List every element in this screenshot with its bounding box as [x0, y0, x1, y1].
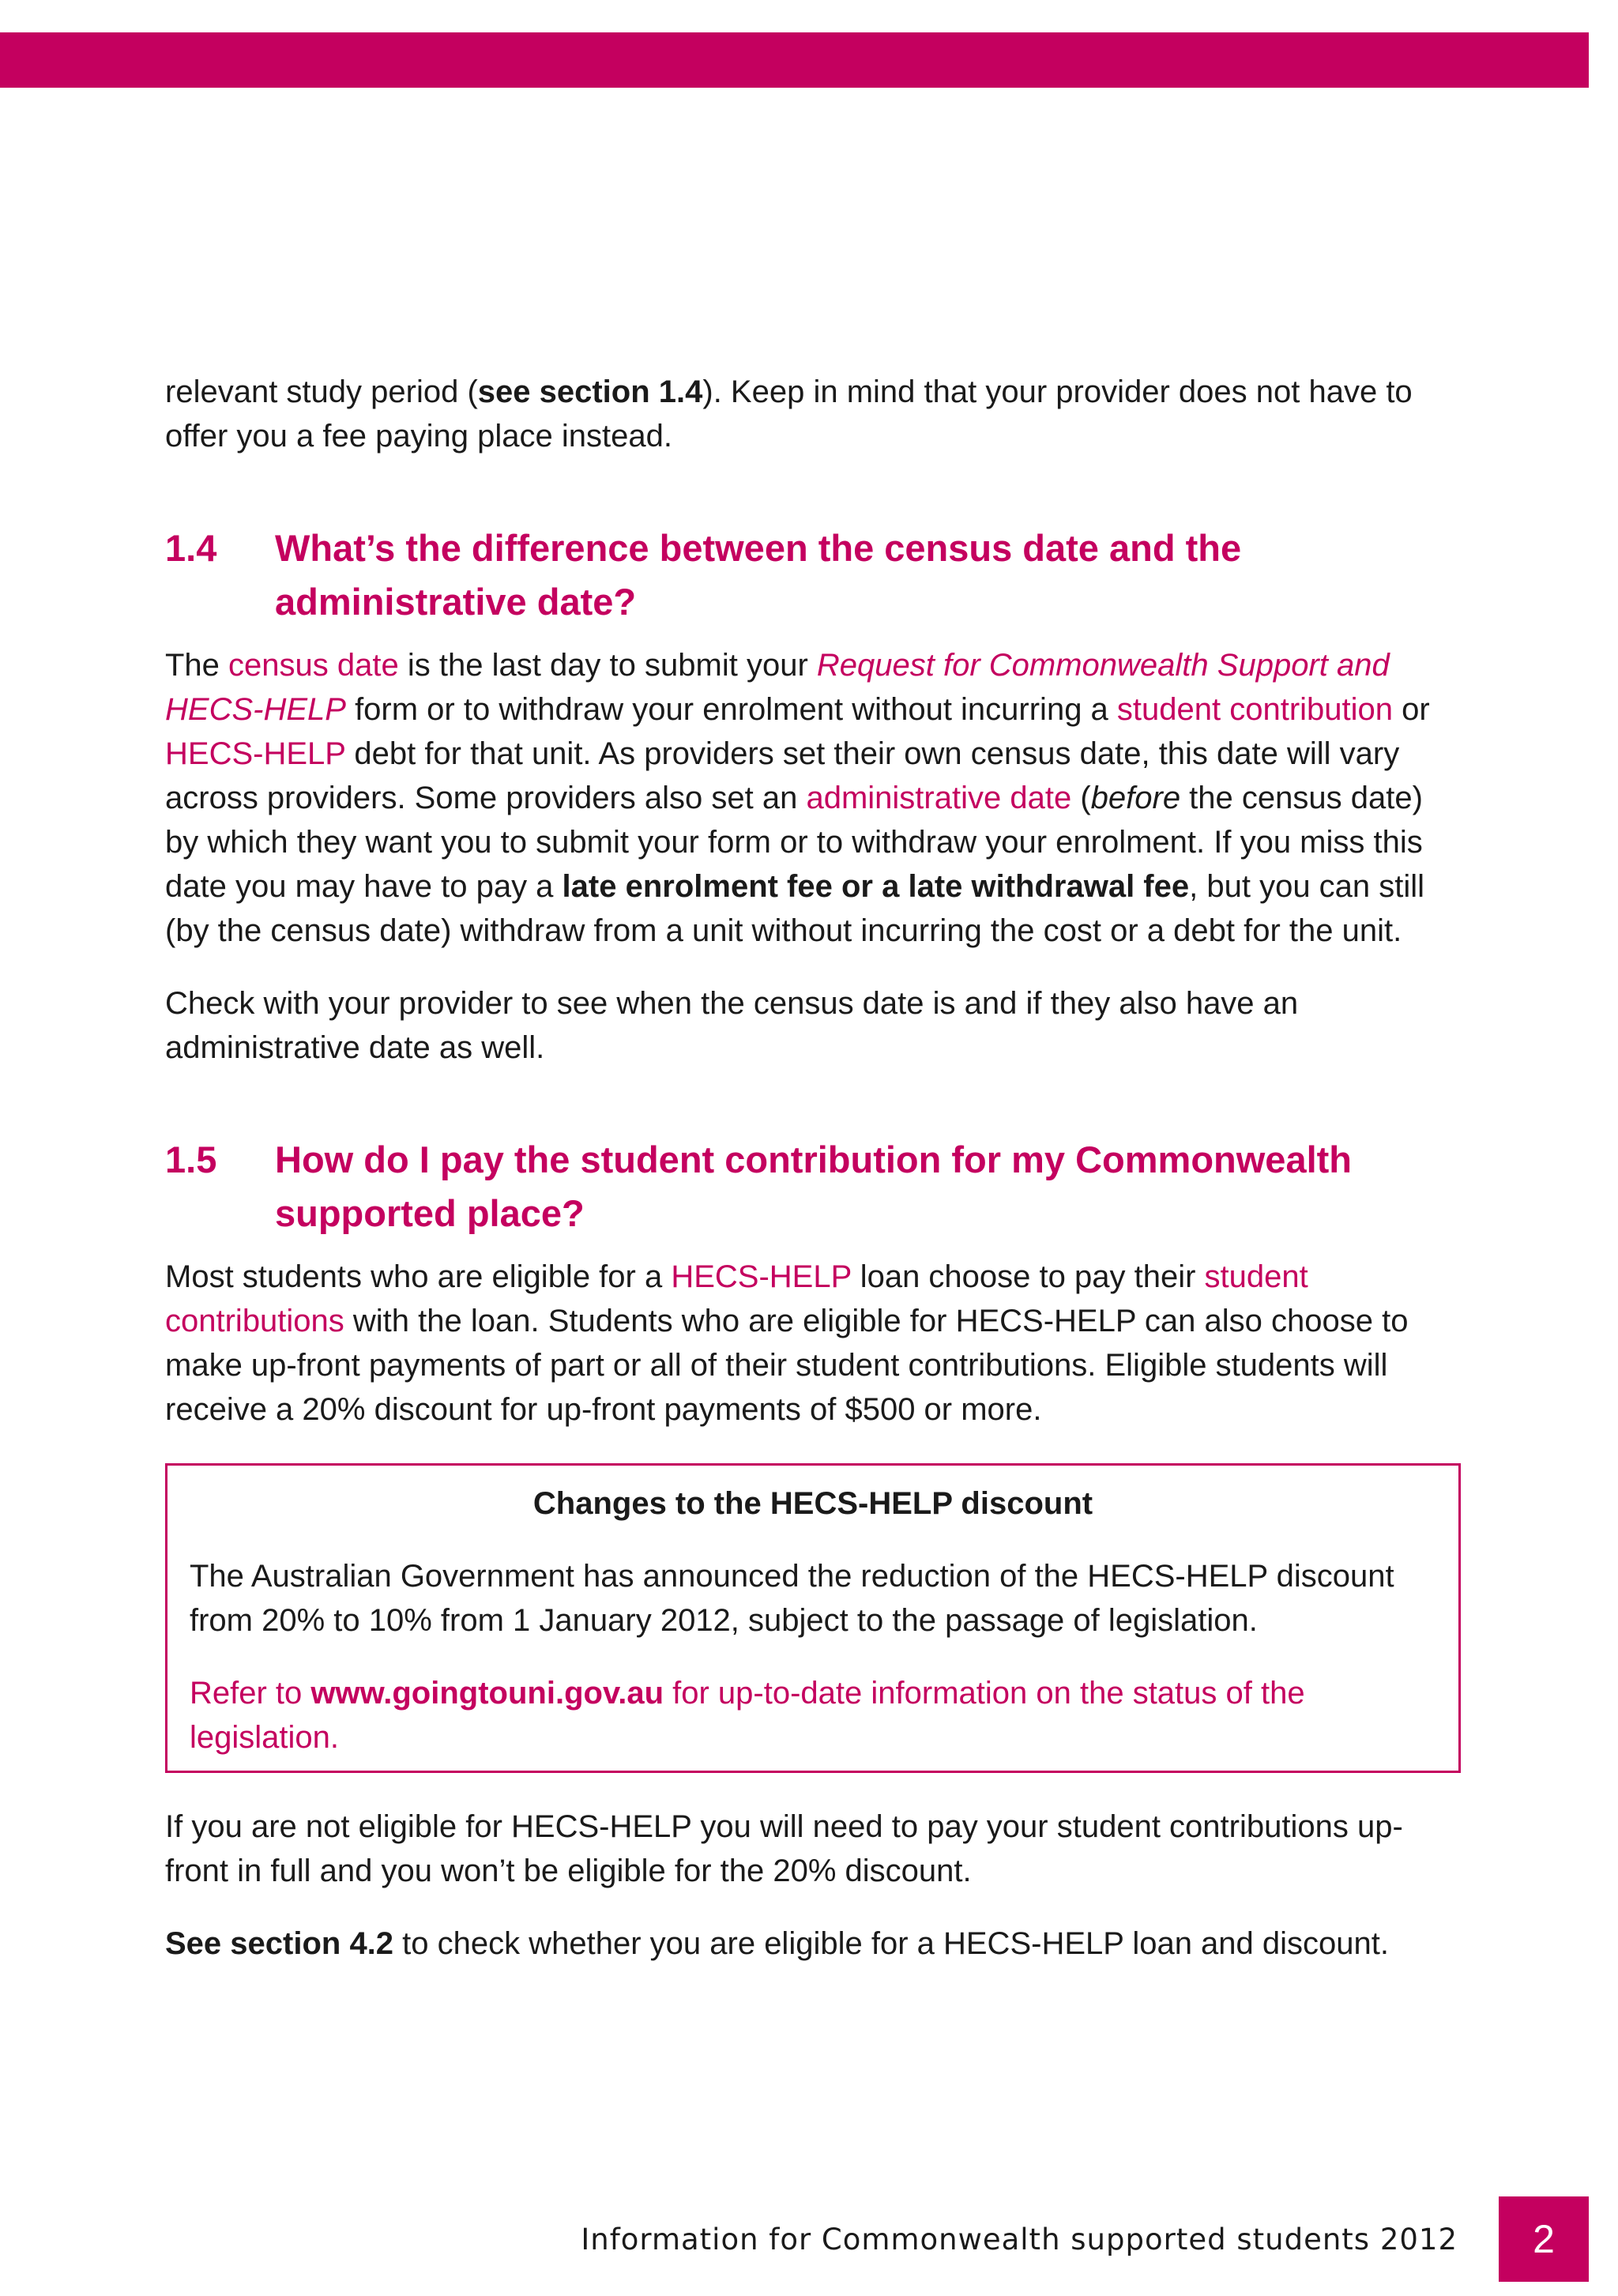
- text-span: for up-to-date information on the status of the legislation.: [190, 1676, 1305, 1755]
- intro-paragraph: [165, 370, 1461, 458]
- website-link[interactable]: www.goingtouni.gov.au: [310, 1676, 664, 1711]
- notice-title: Changes to the HECS-HELP discount: [532, 1486, 1093, 1521]
- header-color-bar: [0, 32, 1589, 88]
- section-title: How do I pay the student contribution for my Commonwealth supported place?: [275, 1139, 1352, 1234]
- text-span: , but you can still (by the census date) withdraw from a unit without incurring the cost or a debt for the unit.: [165, 869, 1425, 948]
- text-span: is the last day to submit your: [398, 648, 817, 683]
- section-heading-1-5: [165, 1133, 1461, 1240]
- payment-paragraph: [165, 1255, 1461, 1432]
- section-heading-1-4: [165, 521, 1461, 629]
- not-eligible-paragraph: If you are not eligible for HECS-HELP you will need to pay your student contributions up-front in full and you won’t be eligible for the 20% discount.: [165, 1809, 1403, 1888]
- text-span: debt for that unit. As providers set their own census date, this date will vary across providers. Some providers also set an: [165, 736, 1400, 815]
- text-span: the census date) by which they want you to submit your form or to withdraw your enrolment. If you miss this date you may have to pay a: [165, 781, 1423, 904]
- text-span: Refer to: [190, 1676, 311, 1711]
- notice-body: The Australian Government has announced the reduction of the HECS-HELP discount from 20% to 10% from 1 January 2012, subject to the passage of legislation.: [190, 1559, 1394, 1638]
- section-reference[interactable]: See section 4.2: [165, 1926, 394, 1961]
- discount-notice-box: [165, 1463, 1461, 1773]
- text-span: ). Keep in mind that your provider does not have to offer you a fee paying place instead.: [165, 375, 1413, 454]
- page-content: [165, 370, 1461, 1966]
- page-number: 2: [1499, 2196, 1589, 2282]
- glossary-link-census-date[interactable]: census date: [228, 648, 399, 683]
- census-date-paragraph: [165, 643, 1461, 953]
- emphasis-text: before: [1090, 781, 1181, 815]
- page-footer: [581, 2196, 1618, 2282]
- form-name-link[interactable]: Request for Commonwealth Support and HECS-HELP: [165, 648, 1390, 727]
- text-span: relevant study period (: [165, 375, 478, 409]
- text-span: (: [1071, 781, 1091, 815]
- text-span: Most students who are eligible for a: [165, 1259, 672, 1294]
- notice-link-paragraph: [190, 1671, 1436, 1760]
- section-title: What’s the difference between the census date and the administrative date?: [275, 527, 1242, 623]
- text-span: with the loan. Students who are eligible for HECS-HELP can also choose to make up-front payments of part or all of their student contributions. Eligible students will receive a 20% discount for up-front payments of $500 or more.: [165, 1304, 1409, 1427]
- bold-text: late enrolment fee or a late withdrawal fee: [562, 869, 1190, 904]
- glossary-link-hecs-help[interactable]: HECS-HELP: [671, 1259, 852, 1294]
- glossary-link-hecs-help[interactable]: HECS-HELP: [165, 736, 346, 771]
- text-span: loan choose to pay their: [851, 1259, 1205, 1294]
- check-provider-paragraph: Check with your provider to see when the census date is and if they also have an administrative date as well.: [165, 986, 1299, 1065]
- text-span: The: [165, 648, 229, 683]
- glossary-link-student-contributions[interactable]: student contributions: [165, 1259, 1308, 1338]
- section-number: 1.4: [165, 527, 217, 569]
- text-span: or: [1393, 692, 1430, 727]
- text-span: to check whether you are eligible for a HECS-HELP loan and discount.: [393, 1926, 1390, 1961]
- glossary-link-student-contribution[interactable]: student contribution: [1116, 692, 1394, 727]
- footer-title: Information for Commonwealth supported students 2012: [581, 2222, 1458, 2256]
- glossary-link-administrative-date[interactable]: administrative date: [806, 781, 1072, 815]
- text-span: form or to withdraw your enrolment without incurring a: [345, 692, 1117, 727]
- section-reference[interactable]: see section 1.4: [477, 375, 703, 409]
- see-section-paragraph: [165, 1921, 1461, 1966]
- section-number: 1.5: [165, 1139, 217, 1180]
